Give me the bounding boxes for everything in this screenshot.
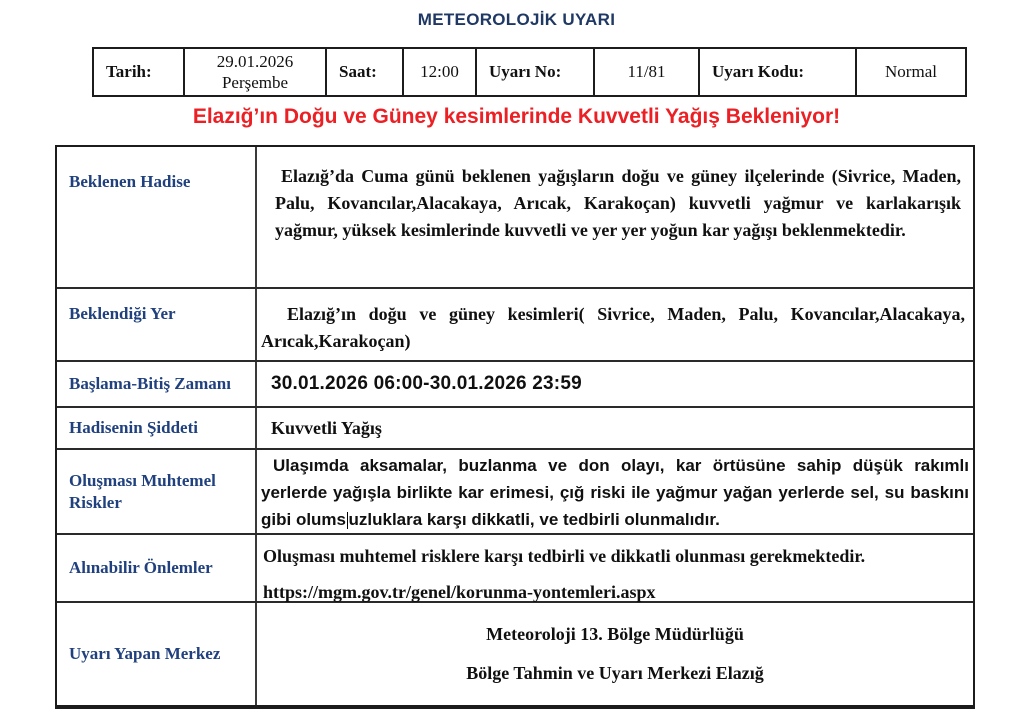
risks-text-before-cursor: Ulaşımda aksamalar, buzlanma ve don olayı, kar örtüsüne sahip düşük rakımlı yerlerde yağışla birlikte kar erimesi, çığ riski ile yağmur yağan yerlerde sel, su baskını gibi olums <box>261 456 969 529</box>
table-row-issuing-center <box>57 601 973 705</box>
row-body-possible-risks <box>257 450 973 533</box>
time-label: Saat: <box>325 49 402 95</box>
table-row-expected-location <box>57 287 973 360</box>
row-body-expected-event: Elazığ’da Cuma günü beklenen yağışların doğu ve güney ilçelerinde (Sivrice, Maden, Palu, Kovancılar,Alacakaya, Arıcak, Karakoçan) kuvvetli yağmur ve karlakarışık yağmur, yüksek kesimlerinde kuvvetli ve yer yer yoğun kar yağışı beklenmektedir. <box>275 166 961 240</box>
row-label-start-end-time: Başlama-Bitiş Zamanı <box>57 362 257 406</box>
row-body-start-end-time: 30.01.2026 06:00-30.01.2026 23:59 <box>271 373 582 394</box>
table-row-possible-risks <box>57 448 973 533</box>
header-info-table <box>92 47 967 97</box>
row-label-possible-risks: Oluşması Muhtemel Riskler <box>57 450 257 533</box>
row-label-expected-location: Beklendiği Yer <box>57 289 257 360</box>
date-value-line2: Perşembe <box>221 73 289 92</box>
row-label-issuing-center: Uyarı Yapan Merkez <box>57 603 257 705</box>
row-label-event-severity: Hadisenin Şiddeti <box>57 408 257 448</box>
table-row-start-end-time <box>57 360 973 406</box>
warning-no-label: Uyarı No: <box>475 49 593 95</box>
warning-code-label: Uyarı Kodu: <box>698 49 855 95</box>
table-row-precautions <box>57 533 973 601</box>
row-body-issuing-center <box>257 603 973 705</box>
issuing-center-line1: Meteoroloji 13. Bölge Müdürlüğü <box>486 624 744 644</box>
row-label-expected-event: Beklenen Hadise <box>57 147 257 287</box>
warning-code-value: Normal <box>855 49 965 95</box>
warning-headline: Elazığ’ın Doğu ve Güney kesimlerinde Kuvvetli Yağış Bekleniyor! <box>192 105 841 128</box>
warning-no-value: 11/81 <box>593 49 698 95</box>
precautions-text: Oluşması muhtemel risklere karşı tedbirli ve dikkatli olunması gerekmektedir. <box>263 546 866 566</box>
table-row-expected-event <box>57 147 973 287</box>
row-label-precautions: Alınabilir Önlemler <box>57 535 257 601</box>
date-value-line1: 29.01.2026 <box>216 52 294 71</box>
time-value: 12:00 <box>402 49 475 95</box>
date-value <box>183 49 325 95</box>
row-body-event-severity: Kuvvetli Yağış <box>271 417 382 438</box>
date-label: Tarih: <box>106 62 152 81</box>
risks-text-after-cursor: uzluklara karşı dikkatli, ve tedbirli olunmalıdır. <box>348 510 720 529</box>
page-title: METEOROLOJİK UYARI <box>417 10 616 29</box>
issuing-center-line2: Bölge Tahmin ve Uyarı Merkezi Elazığ <box>466 663 764 683</box>
row-body-precautions <box>257 535 973 601</box>
row-body-expected-location: Elazığ’ın doğu ve güney kesimleri( Sivrice, Maden, Palu, Kovancılar,Alacakaya, Arıcak,Karakoçan) <box>261 304 965 351</box>
warning-details-table <box>55 145 975 709</box>
protection-methods-url: https://mgm.gov.tr/genel/korunma-yontemleri.aspx <box>263 582 656 602</box>
table-row-event-severity <box>57 406 973 448</box>
